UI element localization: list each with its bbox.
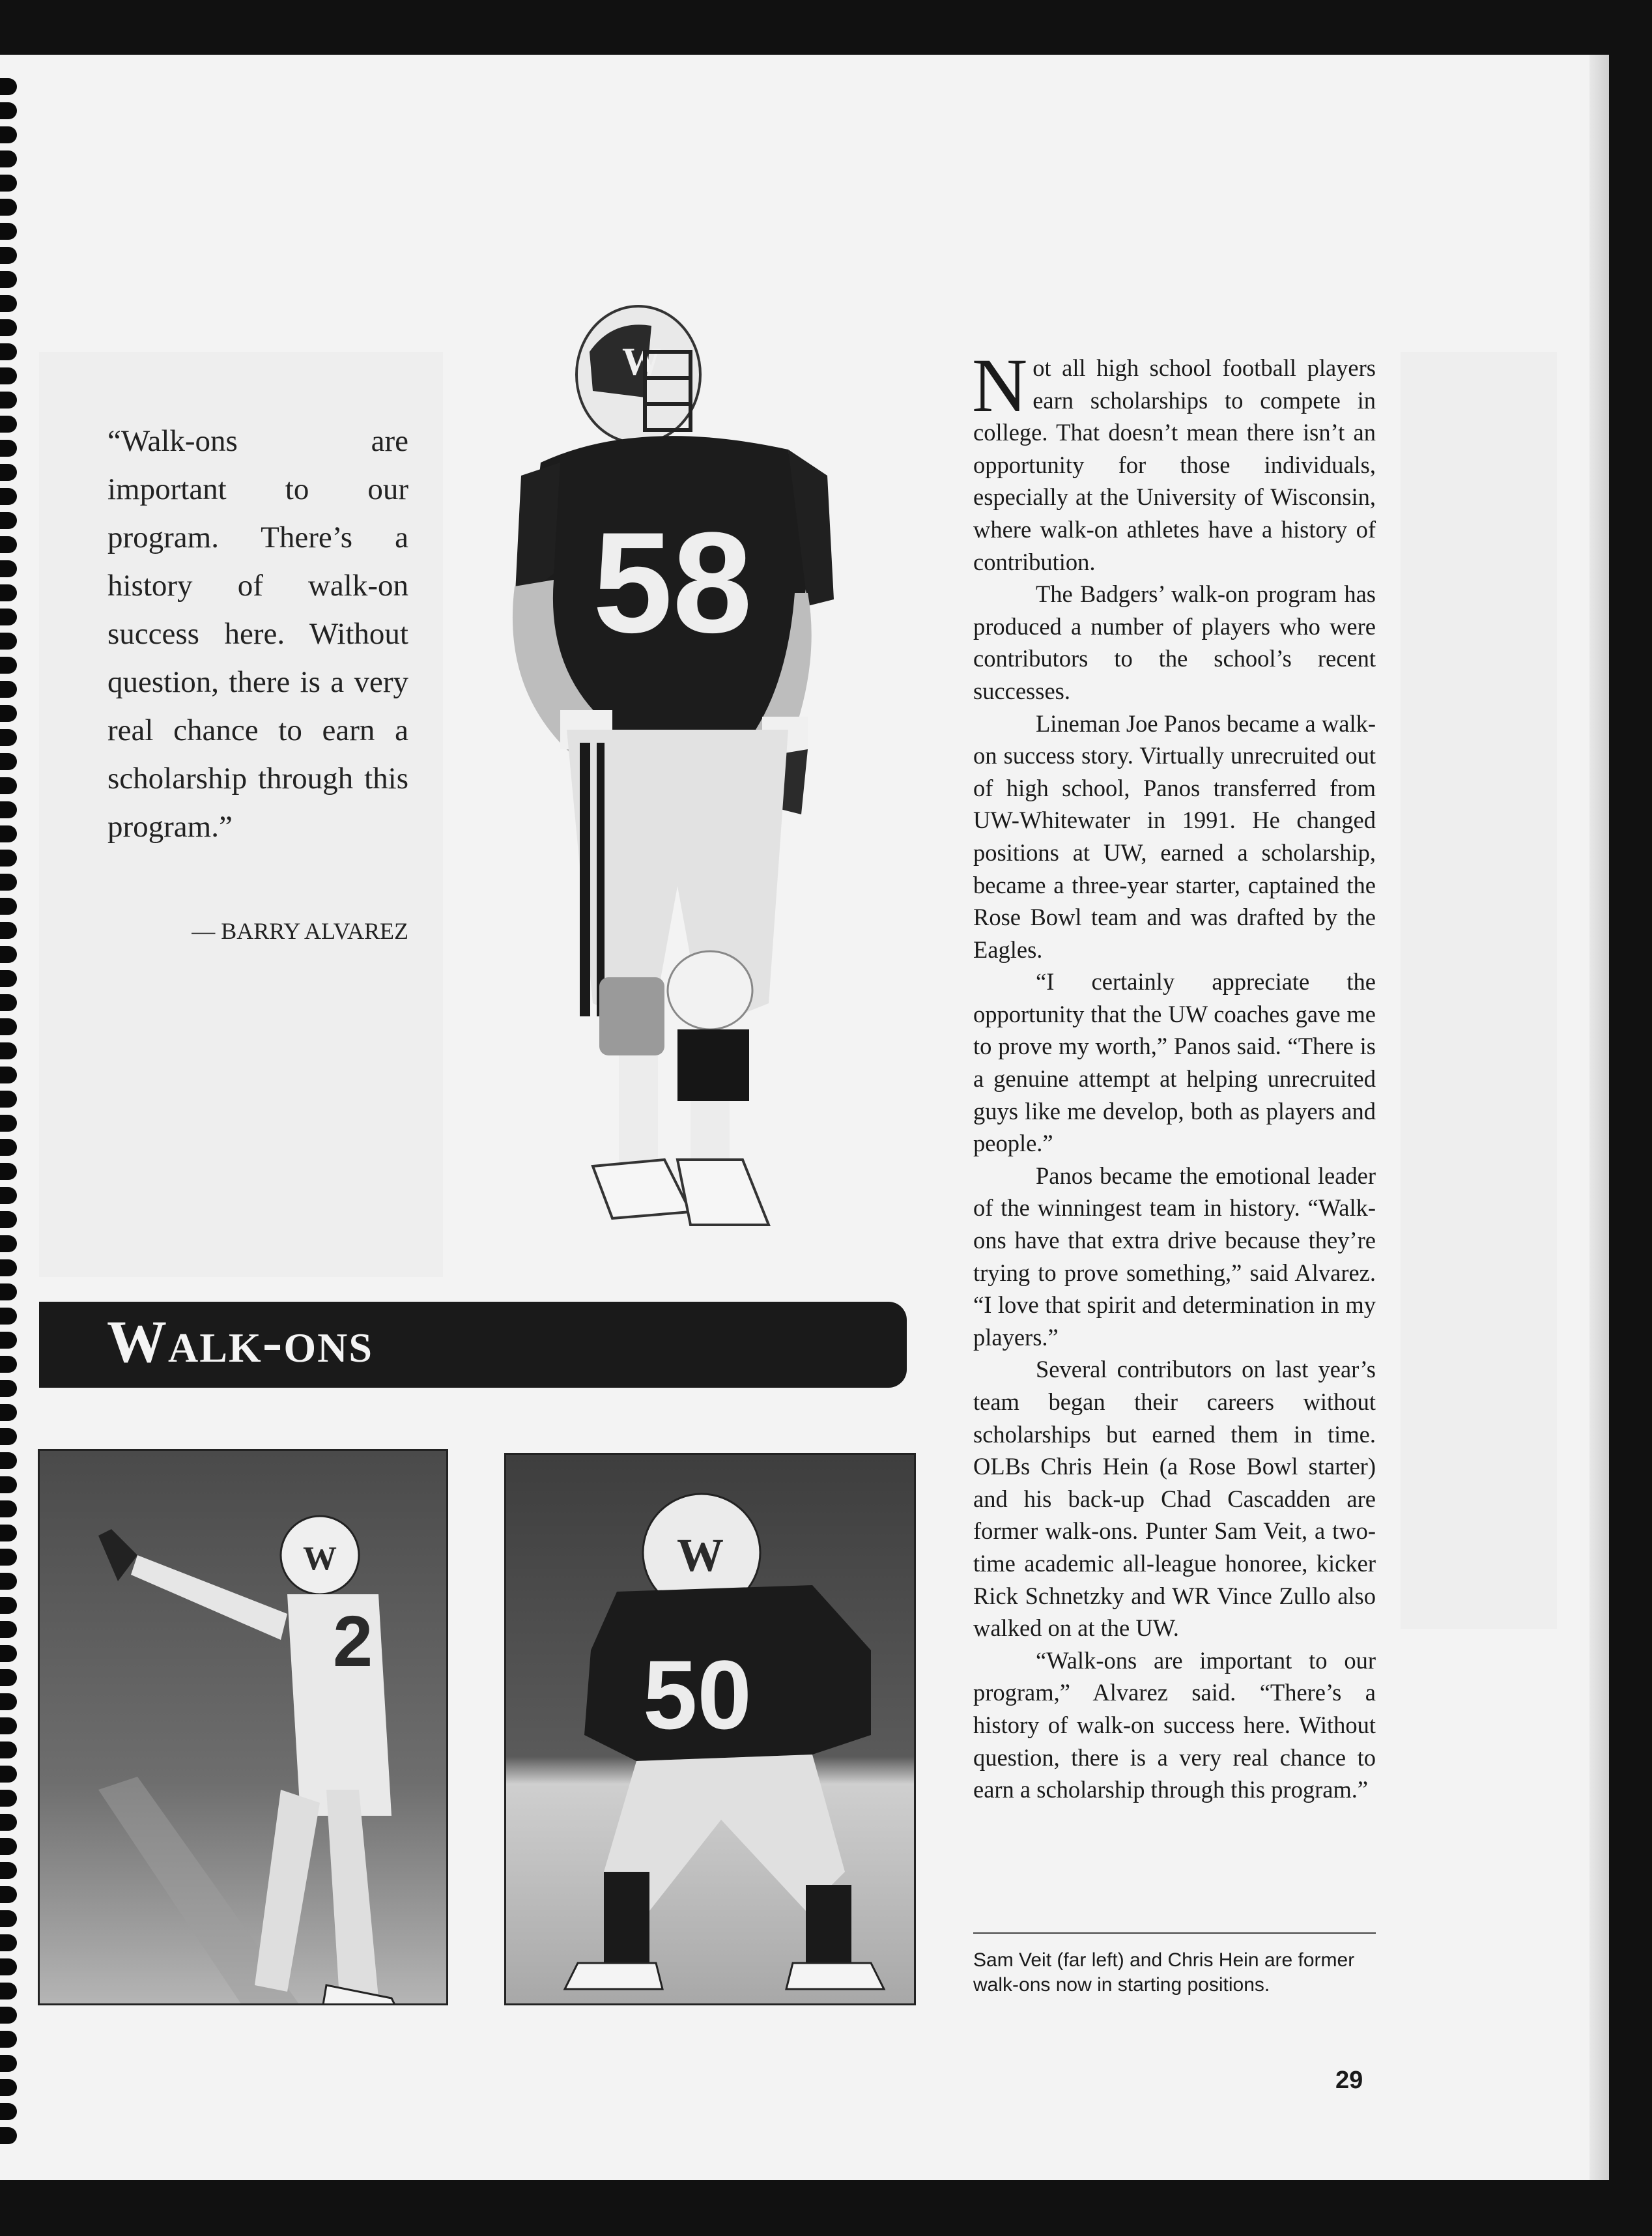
binding-ring	[0, 392, 17, 408]
binding-ring	[0, 1163, 17, 1180]
binding-ring	[0, 1742, 17, 1758]
article-paragraph-1	[972, 343, 1376, 578]
binding-ring	[0, 609, 17, 625]
binding-ring	[0, 1862, 17, 1879]
hero-jersey-number: 58	[593, 502, 752, 663]
binding-ring	[0, 1838, 17, 1855]
photo-punter-art	[40, 1451, 446, 2003]
binding-ring	[0, 922, 17, 939]
binding-ring	[0, 1404, 17, 1421]
hero-player-photo	[482, 300, 834, 1251]
binding-ring	[0, 1766, 17, 1783]
binding-ring	[0, 416, 17, 433]
binding-ring	[0, 1042, 17, 1059]
svg-text:W: W	[677, 1529, 724, 1581]
binding-ring	[0, 1910, 17, 1927]
photo-linebacker-jersey: 50	[643, 1640, 752, 1749]
binding-ring	[0, 512, 17, 529]
binding-ring	[0, 1067, 17, 1083]
binding-ring	[0, 536, 17, 553]
binding-ring	[0, 102, 17, 119]
photo-caption: Sam Veit (far left) and Chris Hein are former walk-ons now in starting positions.	[973, 1949, 1355, 1996]
binding-ring	[0, 1500, 17, 1517]
binding-ring	[0, 175, 17, 192]
article-paragraph-1-text: ot all high school football players earn scholarships to compete in college. That doesn’t mean there isn’t an opportunity for those individuals, especially at the University of Wisconsin, where walk-on athletes have a history of contribution.	[973, 354, 1376, 575]
binding-ring	[0, 1525, 17, 1541]
binding-ring	[0, 560, 17, 577]
article-paragraph-6: Several contributors on last year’s team began their careers without scholarships but earned them in time. OLBs Chris Hein (a Rose Bowl starter) and his back-up Chad Cascadden are former walk-ons. Punter Sam Veit, a two-time academic all-league honoree, kicker Rick Schnetzky and WR Vince Zullo also walked on at the UW.	[973, 1356, 1376, 1642]
binding-ring	[0, 1717, 17, 1734]
binding-ring	[0, 2055, 17, 2072]
drop-cap: N	[972, 343, 1028, 428]
binding-ring	[0, 1091, 17, 1108]
binding-ring	[0, 126, 17, 143]
binding-ring	[0, 1958, 17, 1975]
bleed-through-right	[1401, 352, 1557, 1629]
svg-text:W: W	[303, 1540, 337, 1577]
binding-ring	[0, 825, 17, 842]
binding-ring	[0, 440, 17, 457]
binding-ring	[0, 1308, 17, 1325]
binding-ring	[0, 271, 17, 288]
article-paragraph-5: Panos became the emotional leader of the winningest team in history. “Walk-ons have that extra drive because they’re trying to prove something,” said Alvarez. “I love that spirit and determination in my players.”	[973, 1162, 1376, 1351]
binding-ring	[0, 994, 17, 1011]
photo-punter	[38, 1449, 448, 2005]
binding-ring	[0, 1573, 17, 1590]
binding-ring	[0, 1452, 17, 1469]
binding-ring	[0, 777, 17, 794]
binding-ring	[0, 2031, 17, 2048]
binding-ring	[0, 705, 17, 722]
article-paragraph-4: “I certainly appreciate the opportunity that the UW coaches gave me to prove my worth,” Panos said. “There is a genuine attempt at helping unrecruited guys like me develop, both as players and people.”	[973, 968, 1376, 1157]
binding-ring	[0, 1139, 17, 1156]
pull-quote-attribution: — BARRY ALVAREZ	[192, 918, 408, 944]
binding-ring	[0, 488, 17, 505]
binding-ring	[0, 150, 17, 167]
binding-ring	[0, 1115, 17, 1132]
section-title: Walk-ons	[107, 1308, 373, 1375]
article-body	[972, 343, 1376, 1806]
binding-ring	[0, 1693, 17, 1710]
binding-ring	[0, 850, 17, 867]
binding-ring	[0, 1332, 17, 1349]
binding-ring	[0, 1814, 17, 1831]
binding-ring	[0, 1934, 17, 1951]
binding-ring	[0, 1983, 17, 2000]
photo-punter-jersey: 2	[333, 1601, 373, 1682]
binding-ring	[0, 946, 17, 963]
photo-linebacker	[504, 1453, 916, 2005]
binding-ring	[0, 801, 17, 818]
binding-ring	[0, 970, 17, 987]
binding-ring	[0, 1211, 17, 1228]
binding-ring	[0, 319, 17, 336]
binding-ring	[0, 1018, 17, 1035]
binding-ring	[0, 1380, 17, 1397]
binding-ring	[0, 898, 17, 915]
binding-ring	[0, 2007, 17, 2024]
svg-text:W: W	[622, 340, 661, 383]
binding-ring	[0, 78, 17, 95]
binding-ring	[0, 633, 17, 650]
binding-ring	[0, 1476, 17, 1493]
binding-ring	[0, 1283, 17, 1300]
binding-ring	[0, 2127, 17, 2144]
article-paragraph-3: Lineman Joe Panos became a walk-on success story. Virtually unrecruited out of high school, Panos transferred from UW-Whitewater in 1991. He changed positions at UW, earned a scholarship, became a three-year starter, captained the Rose Bowl team and was drafted by the Eagles.	[973, 710, 1376, 963]
binding-ring	[0, 584, 17, 601]
binding-ring	[0, 367, 17, 384]
binding-ring	[0, 1597, 17, 1614]
binding-ring	[0, 464, 17, 481]
binding-ring	[0, 2079, 17, 2096]
binding-ring	[0, 753, 17, 770]
binding-ring	[0, 247, 17, 264]
binding-ring	[0, 1621, 17, 1638]
binding-ring	[0, 729, 17, 746]
binding-ring	[0, 295, 17, 312]
article-paragraph-7: “Walk-ons are important to our program,” Alvarez said. “There’s a history of walk-on success here. Without question, there is a very real chance to earn a scholarship through this program.”	[973, 1646, 1376, 1803]
binding-ring	[0, 1790, 17, 1807]
binding-ring	[0, 874, 17, 891]
binding-ring	[0, 1549, 17, 1566]
binding-ring	[0, 1645, 17, 1662]
binding-ring	[0, 223, 17, 240]
binding-ring	[0, 1235, 17, 1252]
binding-ring	[0, 1356, 17, 1373]
page-number: 29	[1335, 2067, 1363, 2094]
binding-ring	[0, 1886, 17, 1903]
photo-linebacker-art	[506, 1455, 914, 2003]
binding-ring	[0, 1259, 17, 1276]
page-edge	[1589, 55, 1609, 2180]
binding-ring	[0, 2103, 17, 2120]
pull-quote: “Walk-ons are important to our program. There’s a history of walk-on success here. Without question, there is a very real chance to earn a scholarship through this program.”	[107, 424, 408, 844]
binding-ring	[0, 1669, 17, 1686]
binding-ring	[0, 657, 17, 674]
binding-ring	[0, 1428, 17, 1445]
article-paragraph-2: The Badgers’ walk-on program has produced a number of players who were contributors to the school’s recent successes.	[973, 580, 1376, 704]
section-banner	[39, 1302, 907, 1388]
binding-ring	[0, 343, 17, 360]
caption-divider	[973, 1932, 1376, 1934]
binding-ring	[0, 199, 17, 216]
binding-ring	[0, 1187, 17, 1204]
binding-ring	[0, 681, 17, 698]
